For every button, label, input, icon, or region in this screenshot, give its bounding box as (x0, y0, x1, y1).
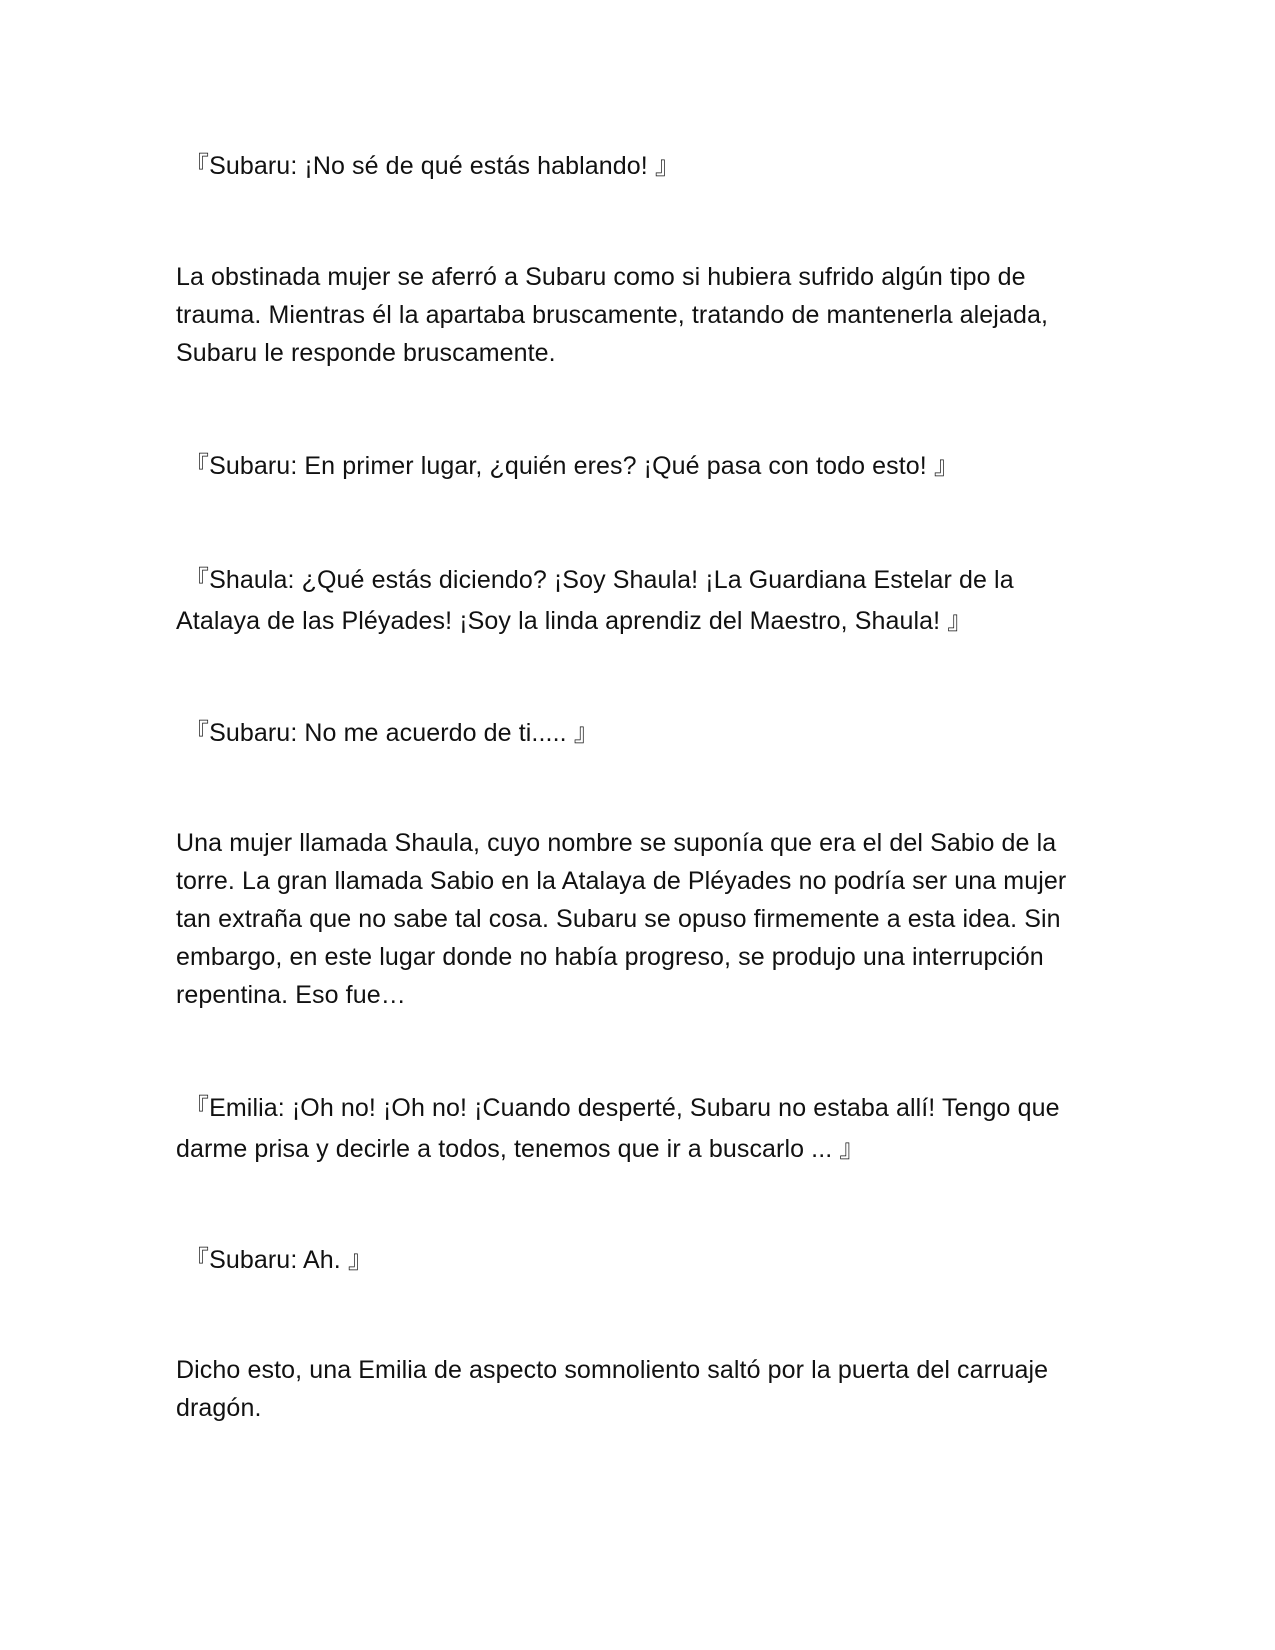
dialogue-emilia-1: 『Emilia: ¡Oh no! ¡Oh no! ¡Cuando desperté, Subaru no estaba allí! Tengo que darme prisa y decirle a todos, tenemos que ir a buscarlo ... 』 (176, 1094, 1067, 1163)
dialogue-subaru-2: 『Subaru: En primer lugar, ¿quién eres? ¡Qué pasa con todo esto! 』 (184, 452, 959, 480)
narration-paragraph-3: Dicho esto, una Emilia de aspecto somnoliento saltó por la puerta del carruaje dragón. (176, 1356, 1056, 1422)
dialogue-subaru-4: 『Subaru: Ah. 』 (184, 1246, 373, 1274)
dialogue-shaula-1: 『Shaula: ¿Qué estás diciendo? ¡Soy Shaula! ¡La Guardiana Estelar de la Atalaya de las Pléyades! ¡Soy la linda aprendiz del Maestro, Shaula! 』 (176, 566, 1020, 635)
narration-paragraph-1: La obstinada mujer se aferró a Subaru como si hubiera sufrido algún tipo de trauma. Mientras él la apartaba bruscamente, tratando de mantenerla alejada, Subaru le responde bruscamente. (176, 263, 1056, 367)
dialogue-subaru-3: 『Subaru: No me acuerdo de ti..... 』 (184, 719, 599, 747)
narration-paragraph-2: Una mujer llamada Shaula, cuyo nombre se suponía que era el del Sabio de la torre. La gran llamada Sabio en la Atalaya de Pléyades no podría ser una mujer tan extraña que no sabe tal cosa. Subaru se opuso firmemente a esta idea. Sin embargo, en este lugar donde no había progreso, se produjo una interrupción repentina. Eso fue… (176, 829, 1074, 1009)
dialogue-subaru-1: 『Subaru: ¡No sé de qué estás hablando! 』 (184, 152, 680, 180)
